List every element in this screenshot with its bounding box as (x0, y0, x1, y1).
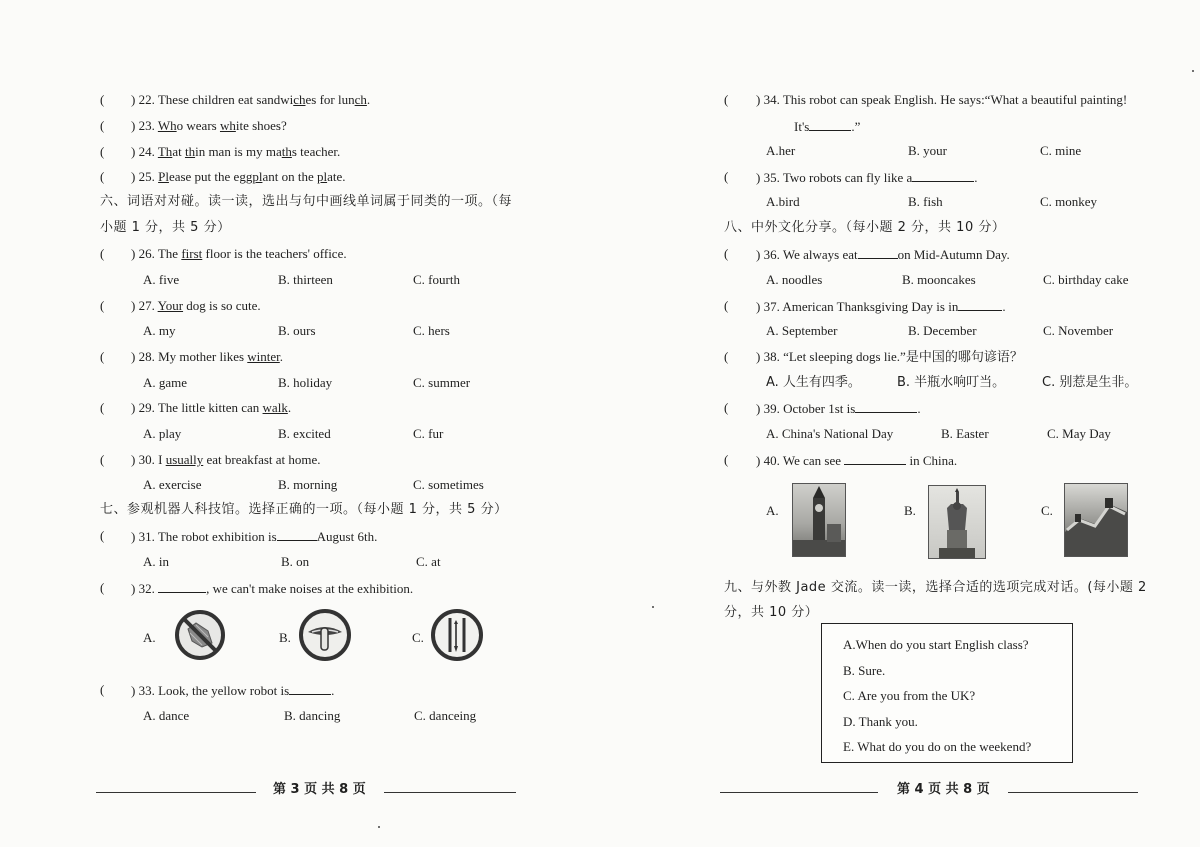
section-6-title-cont: 小题 1 分，共 5 分） (100, 220, 231, 235)
underlined-letters: th (184, 144, 196, 159)
option-a: A. China's National Day (766, 426, 894, 441)
underlined-letters: ch (354, 92, 367, 107)
question-number: 30. (138, 452, 155, 467)
option-a: A. in (143, 554, 169, 569)
great-wall-photo (1064, 483, 1128, 557)
scan-speck (652, 606, 654, 608)
question-number: 40. (763, 453, 780, 468)
fill-blank[interactable] (958, 298, 1002, 311)
option-b: B. December (908, 323, 977, 338)
answer-paren-close: ) (131, 118, 136, 133)
answer-paren-open: ( (100, 528, 105, 543)
question-23 (131, 118, 287, 134)
big-ben-photo (792, 483, 846, 557)
text: .” (851, 119, 861, 134)
question-number: 28. (138, 349, 155, 364)
answer-paren-open: ( (100, 92, 105, 107)
page-number: 第 3 页 共 8 页 (273, 782, 366, 797)
text: dog is so cute. (183, 298, 261, 313)
text: This robot can speak English. He says:“What a beautiful painting! (782, 92, 1128, 107)
right-page (600, 0, 1200, 847)
answer-paren-close: ) (131, 581, 136, 596)
option-c: C. hers (413, 323, 450, 338)
option-a: A. play (143, 426, 182, 441)
underlined-word: Your (157, 298, 184, 313)
no-cutlery-sign-icon (430, 608, 484, 662)
text: ant on the (262, 169, 317, 184)
question-28 (131, 349, 283, 365)
answer-paren-close: ) (131, 400, 136, 415)
statue-of-liberty-photo (928, 485, 986, 559)
answer-paren-open: ( (100, 144, 105, 159)
option-b: B. Easter (941, 426, 989, 441)
answer-paren-open: ( (724, 452, 729, 467)
text: August 6th. (316, 529, 378, 544)
fill-blank[interactable] (809, 118, 851, 131)
question-36 (756, 246, 1010, 263)
option-b-label: B. (279, 630, 291, 645)
footer-rule-left (96, 792, 256, 793)
text: on Mid-Autumn Day. (897, 247, 1010, 262)
text: October 1st is (783, 401, 856, 416)
text: I (158, 452, 166, 467)
option-b: B. thirteen (278, 272, 333, 287)
section-7-title: 七、参观机器人科技馆。选择正确的一项。（每小题 1 分，共 5 分） (100, 502, 508, 517)
option-a: A. noodles (766, 272, 823, 287)
question-35 (756, 169, 978, 186)
dialog-options-box (821, 623, 1073, 763)
dialog-option-a: A.When do you start English class? (843, 637, 1029, 652)
text: . (331, 683, 335, 698)
text: ite shoes? (235, 118, 287, 133)
text: Two robots can fly like a (782, 170, 913, 185)
option-a: A. September (766, 323, 838, 338)
question-number: 27. (138, 298, 155, 313)
question-number: 36. (763, 247, 780, 262)
option-a-label: A. (143, 630, 156, 645)
answer-paren-open: ( (100, 349, 105, 364)
question-22 (131, 92, 370, 108)
question-25 (131, 169, 346, 185)
answer-paren-close: ) (756, 92, 761, 107)
option-c: C. monkey (1040, 194, 1098, 209)
answer-paren-open: ( (100, 580, 105, 595)
underlined-word: winter (247, 349, 280, 364)
footer-rule-right (384, 792, 516, 793)
question-31 (131, 528, 377, 545)
option-c: C. 别惹是生非。 (1042, 375, 1138, 390)
footer-rule-right (1008, 792, 1138, 793)
underlined-letters: pl (252, 169, 263, 184)
question-24 (131, 144, 340, 160)
text: . (917, 401, 921, 416)
text: floor is the teachers' office. (202, 246, 347, 261)
answer-paren-close: ) (756, 170, 761, 185)
question-26 (131, 246, 347, 262)
underlined-letters: Pl (158, 169, 169, 184)
text: The little kitten can (157, 400, 263, 415)
question-27 (131, 298, 261, 314)
text: The robot exhibition is (157, 529, 277, 544)
text: American Thanksgiving Day is in (782, 299, 959, 314)
option-a: A. five (143, 272, 180, 287)
question-number: 35. (763, 170, 780, 185)
question-number: 37. (763, 299, 780, 314)
question-39 (756, 400, 921, 417)
option-b: B. your (908, 143, 947, 158)
text: es for lun (305, 92, 355, 107)
question-number: 24. (138, 144, 155, 159)
option-b: B. dancing (284, 708, 341, 723)
answer-paren-open: ( (724, 246, 729, 261)
option-a-label: A. (766, 503, 779, 518)
answer-paren-close: ) (131, 246, 136, 261)
option-b: B. excited (278, 426, 331, 441)
text: ease put the egg (168, 169, 253, 184)
answer-paren-close: ) (756, 349, 761, 364)
question-34-line2 (794, 118, 860, 135)
underlined-letters: th (281, 144, 292, 159)
quiet-please-sign-icon (298, 608, 352, 662)
text: , we can't make noises at the exhibition. (206, 581, 414, 596)
underlined-letters: pl (316, 169, 328, 184)
option-c-label: C. (1041, 503, 1053, 518)
answer-paren-close: ) (131, 529, 136, 544)
text: These children eat sandwi (157, 92, 294, 107)
fill-blank[interactable] (277, 528, 317, 541)
page-number: 第 4 页 共 8 页 (897, 782, 990, 797)
option-b: B. morning (278, 477, 338, 492)
answer-paren-open: ( (724, 349, 729, 364)
answer-paren-open: ( (724, 298, 729, 313)
underlined-word: walk (262, 400, 288, 415)
option-a: A. 人生有四季。 (766, 375, 861, 390)
answer-paren-open: ( (100, 400, 105, 415)
question-number: 39. (763, 401, 780, 416)
question-33 (131, 682, 334, 699)
option-b: B. mooncakes (902, 272, 976, 287)
dialog-option-c: C. Are you from the UK? (843, 688, 976, 703)
answer-paren-open: ( (100, 452, 105, 467)
question-number: 34. (763, 92, 780, 107)
option-c: C. sometimes (413, 477, 484, 492)
option-b: B. ours (278, 323, 316, 338)
text: . (974, 170, 978, 185)
answer-paren-open: ( (100, 682, 105, 697)
answer-paren-open: ( (100, 246, 105, 261)
text: ate. (327, 169, 346, 184)
section-9-title-cont: 分，共 10 分） (724, 605, 819, 620)
text: eat breakfast at home. (203, 452, 321, 467)
option-b: B. 半瓶水响叮当。 (897, 375, 1006, 390)
option-c: C. November (1043, 323, 1114, 338)
text: s teacher. (291, 144, 341, 159)
question-number: 22. (138, 92, 155, 107)
text: . (287, 400, 292, 415)
answer-paren-open: ( (724, 92, 729, 107)
underlined-letters: ch (293, 92, 306, 107)
dialog-option-e: E. What do you do on the weekend? (843, 739, 1032, 754)
option-c: C. fur (413, 426, 444, 441)
answer-paren-close: ) (131, 298, 136, 313)
text: . (1002, 299, 1006, 314)
option-a: A. my (143, 323, 176, 338)
text: My mother likes (158, 349, 248, 364)
no-eating-sign-icon (174, 609, 226, 661)
question-number: 25. (138, 169, 155, 184)
text: . (366, 92, 371, 107)
fill-blank[interactable] (855, 400, 917, 413)
answer-paren-close: ) (131, 452, 136, 467)
text: The (157, 246, 182, 261)
scan-speck (1192, 70, 1194, 72)
option-c: C. May Day (1047, 426, 1111, 441)
dialog-option-d: D. Thank you. (843, 714, 918, 729)
question-40 (756, 452, 957, 469)
option-c: C. birthday cake (1043, 272, 1129, 287)
question-number: 38. (763, 349, 780, 364)
text: It's (794, 119, 810, 134)
answer-paren-close: ) (131, 349, 136, 364)
text: We can see (782, 453, 841, 468)
option-b: B. holiday (278, 375, 333, 390)
section-8-title: 八、中外文化分享。（每小题 2 分，共 10 分） (724, 220, 1006, 235)
answer-paren-close: ) (131, 169, 136, 184)
question-38 (756, 349, 1023, 365)
footer-rule-left (720, 792, 878, 793)
question-number: 26. (138, 246, 155, 261)
underlined-letters: wh (219, 118, 236, 133)
answer-paren-close: ) (131, 683, 136, 698)
text: in China. (909, 453, 958, 468)
answer-paren-open: ( (724, 400, 729, 415)
option-c: C. fourth (413, 272, 460, 287)
question-32 (131, 580, 413, 597)
fill-blank[interactable] (912, 169, 974, 182)
option-a: A.bird (766, 194, 800, 209)
text: We always eat (782, 247, 858, 262)
question-number: 31. (138, 529, 155, 544)
option-c: C. summer (413, 375, 471, 390)
answer-paren-close: ) (756, 247, 761, 262)
option-c: C. mine (1040, 143, 1082, 158)
text: o wears (176, 118, 220, 133)
answer-paren-close: ) (131, 92, 136, 107)
option-c: C. danceing (414, 708, 477, 723)
answer-paren-close: ) (756, 299, 761, 314)
text: “Let sleeping dogs lie.”是中国的哪句谚语？ (783, 349, 1023, 364)
answer-paren-close: ) (756, 401, 761, 416)
underlined-letters: Wh (157, 118, 177, 133)
question-number: 29. (138, 400, 155, 415)
answer-paren-close: ) (131, 144, 136, 159)
fill-blank[interactable] (844, 452, 906, 465)
text: Look, the yellow robot is (158, 683, 290, 698)
option-b-label: B. (904, 503, 916, 518)
section-9-title: 九、与外教 Jade 交流。读一读，选择合适的选项完成对话。(每小题 2 (724, 580, 1147, 595)
underlined-word: usually (165, 452, 204, 467)
question-29 (131, 400, 291, 416)
option-b: B. fish (908, 194, 943, 209)
fill-blank[interactable] (858, 246, 898, 259)
question-30 (131, 452, 321, 468)
option-c-label: C. (412, 630, 424, 645)
underlined-word: first (181, 246, 203, 261)
text: in man is my ma (195, 144, 282, 159)
underlined-letters: Th (157, 144, 173, 159)
dialog-option-b: B. Sure. (843, 663, 886, 678)
option-c: C. at (416, 554, 441, 569)
question-34 (756, 92, 1127, 108)
section-6-title: 六、词语对对碰。读一读，选出与句中画线单词属于同类的一项。（每 (100, 194, 513, 209)
question-number: 33. (138, 683, 155, 698)
fill-blank[interactable] (289, 682, 331, 695)
question-37 (756, 298, 1006, 315)
answer-paren-open: ( (100, 118, 105, 133)
option-a: A. game (143, 375, 188, 390)
option-a: A.her (766, 143, 796, 158)
answer-paren-open: ( (100, 169, 105, 184)
answer-paren-open: ( (100, 298, 105, 313)
scan-speck (378, 826, 380, 828)
question-number: 32. (138, 581, 155, 596)
answer-paren-open: ( (724, 169, 729, 184)
answer-paren-close: ) (756, 453, 761, 468)
question-number: 23. (138, 118, 155, 133)
option-a: A. exercise (143, 477, 202, 492)
text: . (279, 349, 284, 364)
fill-blank[interactable] (158, 580, 206, 593)
text: at (172, 144, 185, 159)
option-b: B. on (281, 554, 310, 569)
option-a: A. dance (143, 708, 190, 723)
